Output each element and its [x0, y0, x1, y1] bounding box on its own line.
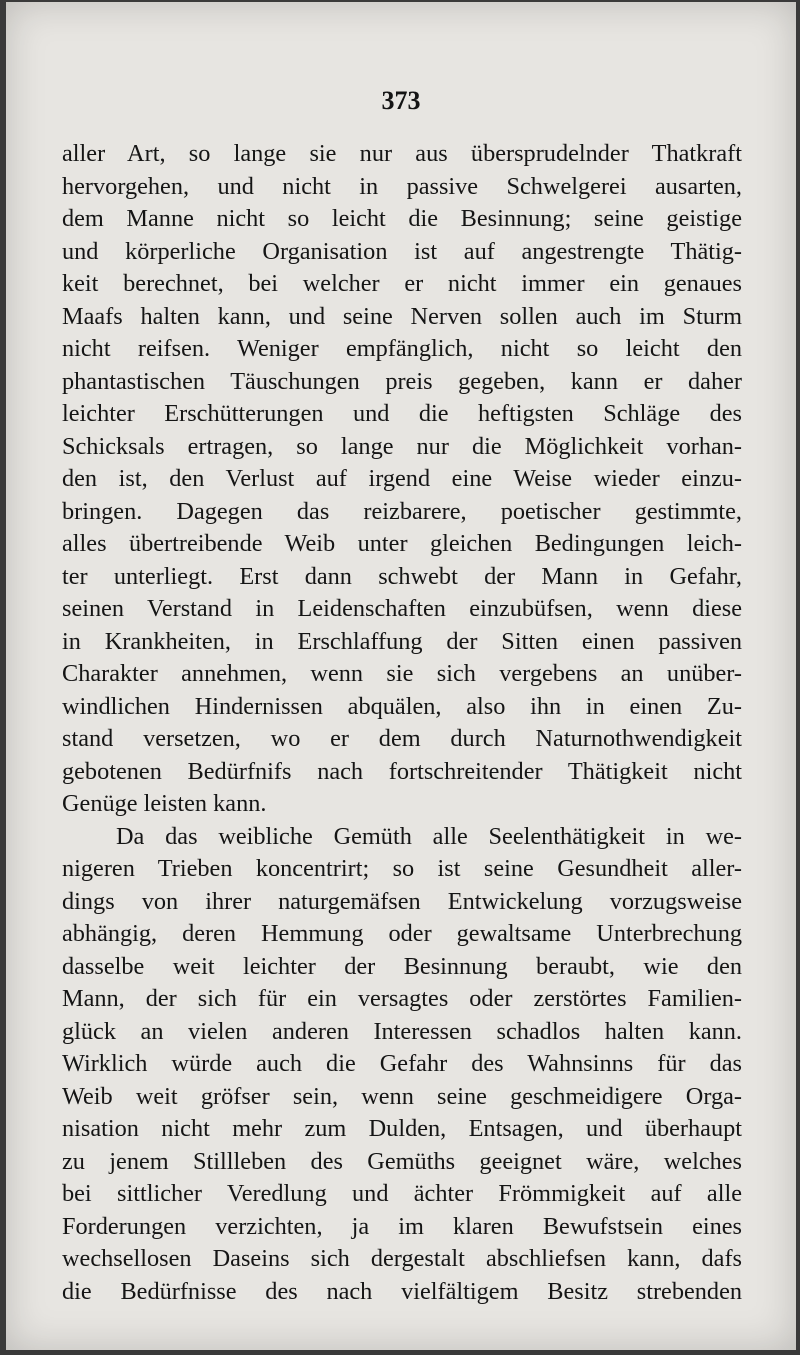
text-line: abhängig, deren Hemmung oder gewaltsame Unterbrechung — [62, 920, 742, 947]
text-line: gebotenen Bedürfnifs nach fortschreitender Thätigkeit nicht — [62, 757, 742, 785]
text-line: glück an vielen anderen Interessen schadlos halten kann. — [62, 1017, 742, 1045]
text-line: dasselbe weit leichter der Besinnung beraubt, wie den — [62, 952, 742, 980]
text-line: bei sittlicher Veredlung und ächter Frömmigkeit auf alle — [62, 1180, 742, 1207]
text-line: seinen Verstand in Leidenschaften einzubüfsen, wenn diese — [62, 595, 742, 622]
text-line: hervorgehen, und nicht in passive Schwelgerei ausarten, — [62, 172, 742, 200]
text-line: windlichen Hindernissen abquälen, also ihn in einen Zu- — [62, 692, 742, 720]
paragraph-start-line: Da das weibliche Gemüth alle Seelenthätigkeit in we- — [116, 822, 742, 850]
text-line: nicht reifsen. Weniger empfänglich, nicht so leicht den — [62, 335, 742, 362]
text-line: Weib weit gröfser sein, wenn seine geschmeidigere Orga- — [62, 1082, 742, 1110]
book-page — [6, 2, 796, 1350]
text-line: dings von ihrer naturgemäfsen Entwickelung vorzugsweise — [62, 887, 742, 915]
text-line: zu jenem Stillleben des Gemüths geeignet wäre, welches — [62, 1147, 742, 1175]
text-line: Wirklich würde auch die Gefahr des Wahnsinns für das — [62, 1050, 742, 1077]
text-line: dem Manne nicht so leicht die Besinnung; seine geistige — [62, 205, 742, 232]
text-line: Forderungen verzichten, ja im klaren Bewufstsein eines — [62, 1212, 742, 1240]
text-line: in Krankheiten, in Erschlaffung der Sitten einen passiven — [62, 627, 742, 655]
page-number: 373 — [381, 86, 421, 115]
text-line: alles übertreibende Weib unter gleichen Bedingungen leich- — [62, 530, 742, 557]
text-line: ter unterliegt. Erst dann schwebt der Mann in Gefahr, — [62, 562, 742, 590]
text-line: keit berechnet, bei welcher er nicht immer ein genaues — [62, 270, 742, 297]
paragraph-end-line: Genüge leisten kann. — [62, 790, 267, 817]
text-line: wechsellosen Daseins sich dergestalt abschliefsen kann, dafs — [62, 1245, 742, 1272]
body-text — [62, 138, 742, 1308]
text-line: und körperliche Organisation ist auf angestrengte Thätig- — [62, 237, 742, 265]
text-line: nigeren Trieben koncentrirt; so ist seine Gesundheit aller- — [62, 855, 742, 882]
text-line: nisation nicht mehr zum Dulden, Entsagen, und überhaupt — [62, 1115, 742, 1142]
text-line: aller Art, so lange sie nur aus übersprudelnder Thatkraft — [62, 140, 742, 167]
text-line: die Bedürfnisse des nach vielfältigem Besitz strebenden — [62, 1277, 742, 1305]
text-line: Charakter annehmen, wenn sie sich vergebens an unüber- — [62, 660, 742, 687]
text-line: phantastischen Täuschungen preis gegeben, kann er daher — [62, 367, 742, 395]
text-line: Schicksals ertragen, so lange nur die Möglichkeit vorhan- — [62, 432, 742, 460]
text-line: stand versetzen, wo er dem durch Naturnothwendigkeit — [62, 725, 742, 752]
text-line: den ist, den Verlust auf irgend eine Weise wieder einzu- — [62, 465, 742, 492]
text-line: Mann, der sich für ein versagtes oder zerstörtes Familien- — [62, 985, 742, 1012]
text-line: leichter Erschütterungen und die heftigsten Schläge des — [62, 400, 742, 427]
text-line: Maafs halten kann, und seine Nerven sollen auch im Sturm — [62, 302, 742, 330]
text-line: bringen. Dagegen das reizbarere, poetischer gestimmte, — [62, 497, 742, 525]
